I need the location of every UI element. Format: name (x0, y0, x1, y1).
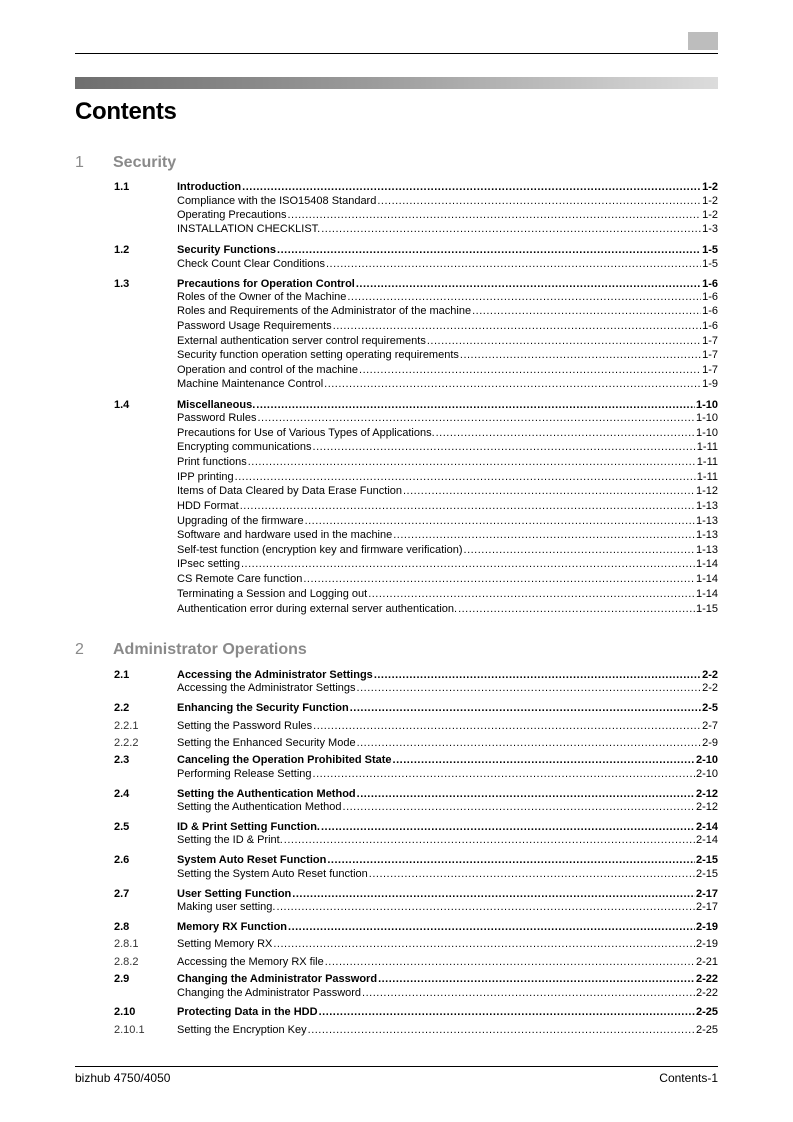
section-title[interactable]: Operating Precautions (177, 209, 287, 221)
section-title[interactable]: External authentication server control requirements (177, 335, 426, 347)
toc-entry[interactable] (75, 900, 718, 915)
header-tab-marker (688, 32, 718, 50)
toc-entry-line (177, 543, 718, 558)
section-title[interactable]: Print functions (177, 456, 247, 468)
section-number: 2.10 (114, 1006, 136, 1018)
dot-leader (235, 470, 696, 485)
toc-entry-line (177, 348, 718, 363)
toc-entry[interactable] (75, 543, 718, 558)
page-reference[interactable]: 2-19 (695, 921, 718, 933)
dot-leader (313, 440, 696, 455)
toc-entry-line (177, 243, 718, 258)
section-title[interactable]: Setting the Authentication Method (177, 801, 342, 813)
dot-leader (458, 602, 695, 617)
section-number: 2.7 (114, 888, 130, 900)
toc-entry-line (177, 484, 718, 499)
dot-leader (378, 972, 695, 987)
page-reference[interactable]: 1-6 (702, 320, 718, 332)
page-reference[interactable]: 2-21 (695, 956, 718, 968)
dot-leader (319, 1005, 695, 1020)
toc-entry[interactable] (75, 833, 718, 848)
toc-entry[interactable] (75, 753, 718, 768)
footer-product: bizhub 4750/4050 (75, 1071, 171, 1085)
section-title[interactable]: Canceling the Operation Prohibited State (177, 754, 392, 766)
dot-leader (327, 853, 695, 868)
toc-entry[interactable] (75, 377, 718, 392)
section-title[interactable]: Upgrading of the firmware (177, 515, 304, 527)
section-title[interactable]: Introduction (177, 181, 242, 193)
toc-entry[interactable] (75, 499, 718, 514)
section-title[interactable]: Security function operation setting operating requirements (177, 349, 459, 361)
section-title[interactable]: Precautions for Use of Various Types of Applications. (177, 427, 435, 439)
toc-entry[interactable] (75, 455, 718, 470)
page-reference[interactable]: 2-17 (695, 888, 718, 900)
dot-leader (369, 867, 695, 882)
toc-entry[interactable] (75, 514, 718, 529)
section-title[interactable]: Software and hardware used in the machine (177, 529, 393, 541)
toc-entry-line (177, 222, 718, 237)
page-reference[interactable]: 2-15 (695, 854, 718, 866)
dot-leader (472, 304, 701, 319)
dot-leader (242, 180, 701, 195)
toc-entry-line (177, 867, 718, 882)
section-number: 2.2 (114, 702, 130, 714)
toc-entry[interactable] (75, 194, 718, 209)
page-reference[interactable]: 2-14 (695, 821, 718, 833)
toc-entry-line (177, 334, 718, 349)
page-reference[interactable]: 2-2 (702, 669, 718, 681)
section-title[interactable]: Security Functions (177, 244, 277, 256)
page-reference[interactable]: 1-11 (696, 471, 718, 483)
dot-leader (460, 348, 701, 363)
page-reference[interactable]: 1-5 (702, 258, 718, 270)
dot-leader (284, 833, 695, 848)
dot-leader (326, 257, 701, 272)
section-title[interactable]: Accessing the Memory RX file (177, 956, 324, 968)
section-number: 2.2.1 (114, 720, 139, 732)
dot-leader (333, 319, 701, 334)
section-number: 2.4 (114, 788, 130, 800)
dot-leader (305, 514, 695, 529)
toc-entry[interactable] (75, 972, 718, 987)
section-title[interactable]: Password Usage Requirements (177, 320, 332, 332)
section-number: 2.8.1 (114, 938, 139, 950)
page-reference[interactable]: 1-13 (695, 515, 718, 527)
section-title[interactable]: Setting the Enhanced Security Mode (177, 737, 356, 749)
toc-entry[interactable] (75, 719, 718, 734)
toc-entry-line (177, 972, 718, 987)
toc-entry-line (177, 833, 718, 848)
page-reference[interactable]: 2-17 (695, 901, 718, 913)
toc-entry[interactable] (75, 528, 718, 543)
section-title[interactable]: Encrypting communications (177, 441, 312, 453)
toc-entry-line (177, 290, 718, 305)
page-reference[interactable]: 2-2 (702, 682, 718, 694)
section-number: 2.9 (114, 973, 130, 985)
section-title[interactable]: IPP printing (177, 471, 234, 483)
toc-entry-line (177, 455, 718, 470)
toc-entry-line (177, 853, 718, 868)
page-reference[interactable]: 2-25 (695, 1006, 718, 1018)
page-reference[interactable]: 1-9 (702, 378, 718, 390)
section-title[interactable]: Terminating a Session and Logging out (177, 588, 368, 600)
toc-entry[interactable] (75, 257, 718, 272)
section-number: 1.4 (114, 399, 130, 411)
page-reference[interactable]: 1-7 (702, 349, 718, 361)
section-title[interactable]: Making user setting. (177, 901, 276, 913)
dot-leader (427, 334, 701, 349)
dot-leader (248, 455, 696, 470)
toc-entry[interactable] (75, 853, 718, 868)
section-title[interactable]: IPsec setting (177, 558, 240, 570)
title-bar (75, 77, 718, 89)
toc-entry-line (177, 753, 718, 768)
toc-entry-line (177, 1023, 718, 1038)
section-number: 2.5 (114, 821, 130, 833)
dot-leader (350, 701, 701, 716)
dot-leader (273, 937, 695, 952)
page-reference[interactable]: 2-19 (695, 938, 718, 950)
section-title[interactable]: Machine Maintenance Control (177, 378, 324, 390)
dot-leader (277, 243, 701, 258)
page-reference[interactable]: 2-12 (695, 801, 718, 813)
section-title[interactable]: Roles of the Owner of the Machine (177, 291, 347, 303)
toc-entry-line (177, 426, 718, 441)
section-title[interactable]: CS Remote Care function (177, 573, 303, 585)
toc-entry-line (177, 557, 718, 572)
toc-entry[interactable] (75, 319, 718, 334)
page-reference[interactable]: 1-15 (695, 603, 718, 615)
toc-entry[interactable] (75, 1005, 718, 1020)
toc-entry-line (177, 180, 718, 195)
toc-entry[interactable] (75, 348, 718, 363)
page-reference[interactable]: 1-6 (702, 305, 718, 317)
toc-entry-line (177, 767, 718, 782)
page-reference[interactable]: 1-14 (695, 588, 718, 600)
toc-entry[interactable] (75, 701, 718, 716)
dot-leader (393, 753, 695, 768)
toc-entry[interactable] (75, 557, 718, 572)
section-title[interactable]: User Setting Function (177, 888, 292, 900)
toc-entry[interactable] (75, 736, 718, 751)
toc-entry-line (177, 440, 718, 455)
section-title[interactable]: Compliance with the ISO15408 Standard (177, 195, 377, 207)
section-title[interactable]: Miscellaneous. (177, 399, 256, 411)
dot-leader (377, 194, 701, 209)
dot-leader (308, 1023, 695, 1038)
toc-entry-line (177, 304, 718, 319)
toc-entry[interactable] (75, 243, 718, 258)
page-title: Contents (75, 98, 177, 125)
toc-entry[interactable] (75, 304, 718, 319)
toc-entry-line (177, 587, 718, 602)
section-number: 2.1 (114, 669, 130, 681)
toc-entry[interactable] (75, 681, 718, 696)
toc-entry-line (177, 528, 718, 543)
toc-entry-line (177, 1005, 718, 1020)
section-title[interactable]: Enhancing the Security Function (177, 702, 349, 714)
toc-entry-line (177, 900, 718, 915)
toc-entry[interactable] (75, 334, 718, 349)
page-reference[interactable]: 1-7 (702, 335, 718, 347)
page-reference[interactable]: 1-6 (702, 291, 718, 303)
section-title[interactable]: HDD Format (177, 500, 239, 512)
toc-entry[interactable] (75, 767, 718, 782)
dot-leader (343, 800, 695, 815)
toc-entry[interactable] (75, 800, 718, 815)
section-number: 1.1 (114, 181, 130, 193)
section-number: 2.8.2 (114, 956, 139, 968)
toc-entry[interactable] (75, 222, 718, 237)
section-number: 1.2 (114, 244, 130, 256)
dot-leader (393, 528, 695, 543)
toc-entry[interactable] (75, 572, 718, 587)
dot-leader (240, 499, 695, 514)
toc-entry-line (177, 937, 718, 952)
toc-entry[interactable] (75, 426, 718, 441)
section-number: 2.10.1 (114, 1024, 145, 1036)
page-reference[interactable]: 2-10 (695, 754, 718, 766)
toc-entry-line (177, 736, 718, 751)
section-title[interactable]: Setting Memory RX (177, 938, 273, 950)
section-number: 2.3 (114, 754, 130, 766)
section-title[interactable]: Self-test function (encryption key and firmware verification) (177, 544, 463, 556)
page-reference[interactable]: 1-12 (695, 485, 718, 497)
page-reference[interactable]: 2-9 (702, 737, 718, 749)
footer-page-number: Contents-1 (659, 1071, 718, 1085)
toc-entry-line (177, 363, 718, 378)
dot-leader (368, 587, 695, 602)
toc-entry-line (177, 319, 718, 334)
header-rule (75, 53, 718, 54)
page-reference[interactable]: 1-13 (695, 500, 718, 512)
page-reference[interactable]: 1-3 (702, 223, 718, 235)
section-title[interactable]: Accessing the Administrator Settings (177, 669, 373, 681)
page-reference[interactable]: 1-13 (695, 529, 718, 541)
dot-leader (464, 543, 695, 558)
section-title[interactable]: Precautions for Operation Control (177, 278, 355, 290)
dot-leader (359, 363, 701, 378)
section-title[interactable]: Setting the Authentication Method (177, 788, 356, 800)
section-title[interactable]: Performing Release Setting (177, 768, 312, 780)
chapter-title: Administrator Operations (113, 641, 307, 658)
section-title[interactable]: Items of Data Cleared by Data Erase Function (177, 485, 402, 497)
toc-entry[interactable] (75, 986, 718, 1001)
page-reference[interactable]: 1-7 (702, 364, 718, 376)
section-title[interactable]: System Auto Reset Function (177, 854, 327, 866)
dot-leader (313, 767, 695, 782)
toc-entry-line (177, 572, 718, 587)
section-number: 2.2.2 (114, 737, 139, 749)
section-title[interactable]: Setting the ID & Print. (177, 834, 283, 846)
page-reference[interactable]: 2-10 (695, 768, 718, 780)
page-reference[interactable]: 1-10 (695, 399, 718, 411)
dot-leader (347, 290, 701, 305)
page-reference[interactable]: 2-22 (695, 987, 718, 999)
chapter-number: 1 (75, 154, 84, 171)
dot-leader (321, 222, 701, 237)
section-title[interactable]: Protecting Data in the HDD (177, 1006, 318, 1018)
toc-entry[interactable] (75, 937, 718, 952)
page-reference[interactable]: 1-13 (695, 544, 718, 556)
page-reference[interactable]: 2-7 (702, 720, 718, 732)
page-reference[interactable]: 1-11 (696, 456, 718, 468)
dot-leader (287, 208, 701, 223)
dot-leader (313, 719, 701, 734)
section-title[interactable]: INSTALLATION CHECKLIST. (177, 223, 321, 235)
toc-entry[interactable] (75, 440, 718, 455)
section-title[interactable]: Accessing the Administrator Settings (177, 682, 356, 694)
section-title[interactable]: Operation and control of the machine (177, 364, 359, 376)
dot-leader (257, 411, 694, 426)
page-reference[interactable]: 1-10 (695, 427, 718, 439)
toc-entry[interactable] (75, 602, 718, 617)
toc-entry-line (177, 800, 718, 815)
section-title[interactable]: Authentication error during external server authentication. (177, 603, 458, 615)
section-title[interactable]: Password Rules (177, 412, 257, 424)
dot-leader (357, 736, 702, 751)
page-reference[interactable]: 1-10 (695, 412, 718, 424)
dot-leader (325, 955, 695, 970)
page-reference[interactable]: 2-25 (695, 1024, 718, 1036)
section-title[interactable]: Setting the Password Rules (177, 720, 313, 732)
toc-entry-line (177, 194, 718, 209)
page-reference[interactable]: 1-5 (702, 244, 718, 256)
chapter-number: 2 (75, 641, 84, 658)
page-reference[interactable]: 2-22 (695, 973, 718, 985)
toc-entry-line (177, 719, 718, 734)
dot-leader (436, 426, 695, 441)
page-reference[interactable]: 1-14 (695, 573, 718, 585)
toc-entry[interactable] (75, 290, 718, 305)
section-title[interactable]: Changing the Administrator Password (177, 987, 362, 999)
toc-entry-line (177, 681, 718, 696)
dot-leader (241, 557, 695, 572)
dot-leader (276, 900, 695, 915)
toc-entry-line (177, 377, 718, 392)
toc-entry[interactable] (75, 411, 718, 426)
section-title[interactable]: Setting the Encryption Key (177, 1024, 307, 1036)
page-reference[interactable]: 1-14 (695, 558, 718, 570)
section-number: 2.8 (114, 921, 130, 933)
section-title[interactable]: Roles and Requirements of the Administrator of the machine (177, 305, 472, 317)
section-number: 1.3 (114, 278, 130, 290)
toc-entry-line (177, 514, 718, 529)
page-reference[interactable]: 2-15 (695, 868, 718, 880)
toc-entry-line (177, 986, 718, 1001)
page-reference[interactable]: 1-11 (696, 441, 718, 453)
toc-entry-line (177, 701, 718, 716)
section-title[interactable]: ID & Print Setting Function. (177, 821, 320, 833)
toc-entry[interactable] (75, 955, 718, 970)
page-reference[interactable]: 2-5 (702, 702, 718, 714)
toc-entry[interactable] (75, 587, 718, 602)
dot-leader (303, 572, 695, 587)
toc-entry-line (177, 208, 718, 223)
page-reference[interactable]: 2-12 (695, 788, 718, 800)
toc-entry[interactable] (75, 920, 718, 935)
toc-entry-line (177, 602, 718, 617)
toc-entry[interactable] (75, 867, 718, 882)
toc-entry-line (177, 470, 718, 485)
section-title[interactable]: Check Count Clear Conditions (177, 258, 325, 270)
page-reference[interactable]: 2-14 (695, 834, 718, 846)
toc-entry-line (177, 955, 718, 970)
page-reference[interactable]: 1-6 (702, 278, 718, 290)
section-title[interactable]: Changing the Administrator Password (177, 973, 378, 985)
toc-entry-line (177, 257, 718, 272)
dot-leader (324, 377, 701, 392)
page-reference[interactable]: 1-2 (702, 181, 718, 193)
toc-entry[interactable] (75, 208, 718, 223)
toc-entry[interactable] (75, 180, 718, 195)
dot-leader (403, 484, 695, 499)
chapter-heading (75, 641, 718, 661)
page-reference[interactable]: 1-2 (702, 209, 718, 221)
toc-entry[interactable] (75, 363, 718, 378)
chapter-title: Security (113, 154, 177, 171)
toc-entry[interactable] (75, 470, 718, 485)
dot-leader (288, 920, 695, 935)
chapter-heading (75, 154, 718, 174)
toc-entry-line (177, 499, 718, 514)
page-reference[interactable]: 1-2 (702, 195, 718, 207)
dot-leader (357, 681, 702, 696)
footer-rule (75, 1066, 718, 1067)
toc-entry[interactable] (75, 484, 718, 499)
toc-entry-line (177, 411, 718, 426)
section-title[interactable]: Setting the System Auto Reset function (177, 868, 368, 880)
toc-entry-line (177, 920, 718, 935)
dot-leader (362, 986, 695, 1001)
section-title[interactable]: Memory RX Function (177, 921, 288, 933)
toc-entry[interactable] (75, 1023, 718, 1038)
section-number: 2.6 (114, 854, 130, 866)
